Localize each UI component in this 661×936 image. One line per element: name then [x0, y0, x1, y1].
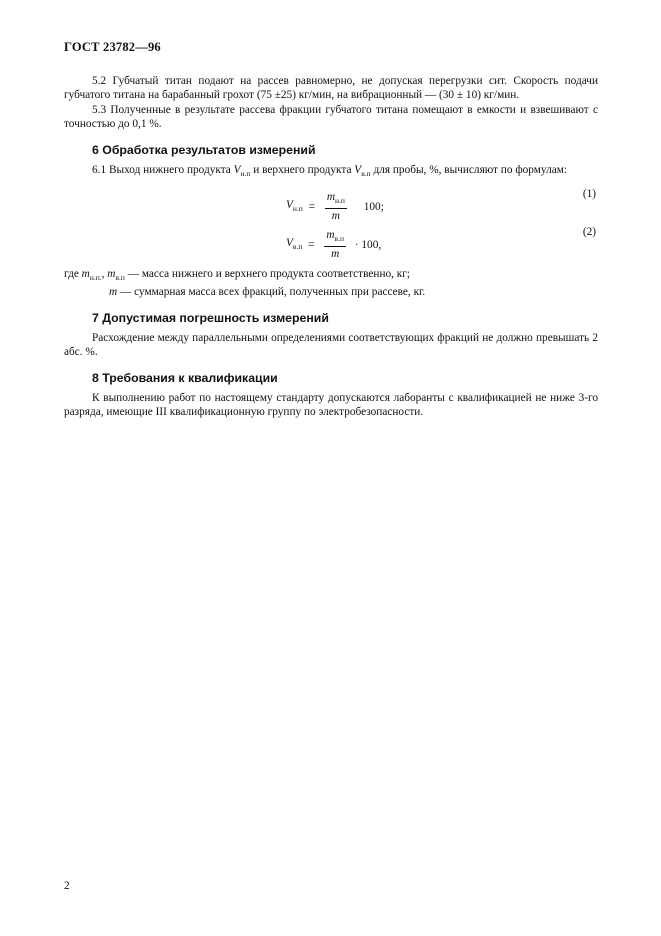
definition-line-2: m — суммарная масса всех фракций, полученных при рассеве, кг. [109, 286, 426, 298]
paragraph-6-1: 6.1 Выход нижнего продукта $V_{н.п}$ и верхнего продукта $V_{в.п}$ для пробы, %, вычисляют по формулам: [92, 164, 568, 178]
paragraph-5-3: 5.3 Полученные в результате рассева фракции губчатого титана помещают в емкости и взвешивают с точностью до 0,1 %. [64, 104, 598, 130]
document-body [64, 74, 598, 419]
page-number: 2 [64, 880, 70, 892]
variable-definitions [64, 267, 598, 299]
section-8-heading: 8 Требования к квалификации [92, 371, 278, 385]
formula-1: $V_{н.п}$ = $\frac{m_{н.п}}{m}$ 100; (1) [286, 188, 596, 222]
formula-2-number: (2) [582, 226, 596, 238]
formula-1-number: (1) [582, 188, 596, 200]
formula-2-fraction: $\frac{m_{в.п}}{m}$ [326, 229, 344, 260]
paragraph-7: Расхождение между параллельными определениями соответствующих фракций не должно превышать 2 абс. %. [64, 332, 598, 358]
paragraph-8: К выполнению работ по настоящему стандарту допускаются лаборанты с квалификацией не ниже 3-го разряда, имеющие III квалификационную группу по электробезопасности. [64, 392, 598, 418]
section-6-heading: 6 Обработка результатов измерений [92, 143, 316, 157]
paragraph-5-2: 5.2 Губчатый титан подают на рассев равномерно, не допуская перегрузки сит. Скорость подачи губчатого титана на барабанный грохот (75 ±25) кг/мин, на вибрационный — (30 ± 10) кг/мин. [64, 75, 598, 101]
document-header: ГОСТ 23782—96 [64, 40, 161, 54]
formula-1-fraction: $\frac{m_{н.п}}{m}$ [326, 191, 345, 222]
definition-line-1: где $m_{н.п.}$, $m_{в.п}$ — масса нижнего и верхнего продукта соответственно, кг; [64, 268, 411, 282]
section-7-heading: 7 Допустимая погрешность измерений [92, 311, 329, 325]
formula-2: $V_{в.п}$ = $\frac{m_{в.п}}{m}$ · 100, (2) [286, 226, 596, 260]
